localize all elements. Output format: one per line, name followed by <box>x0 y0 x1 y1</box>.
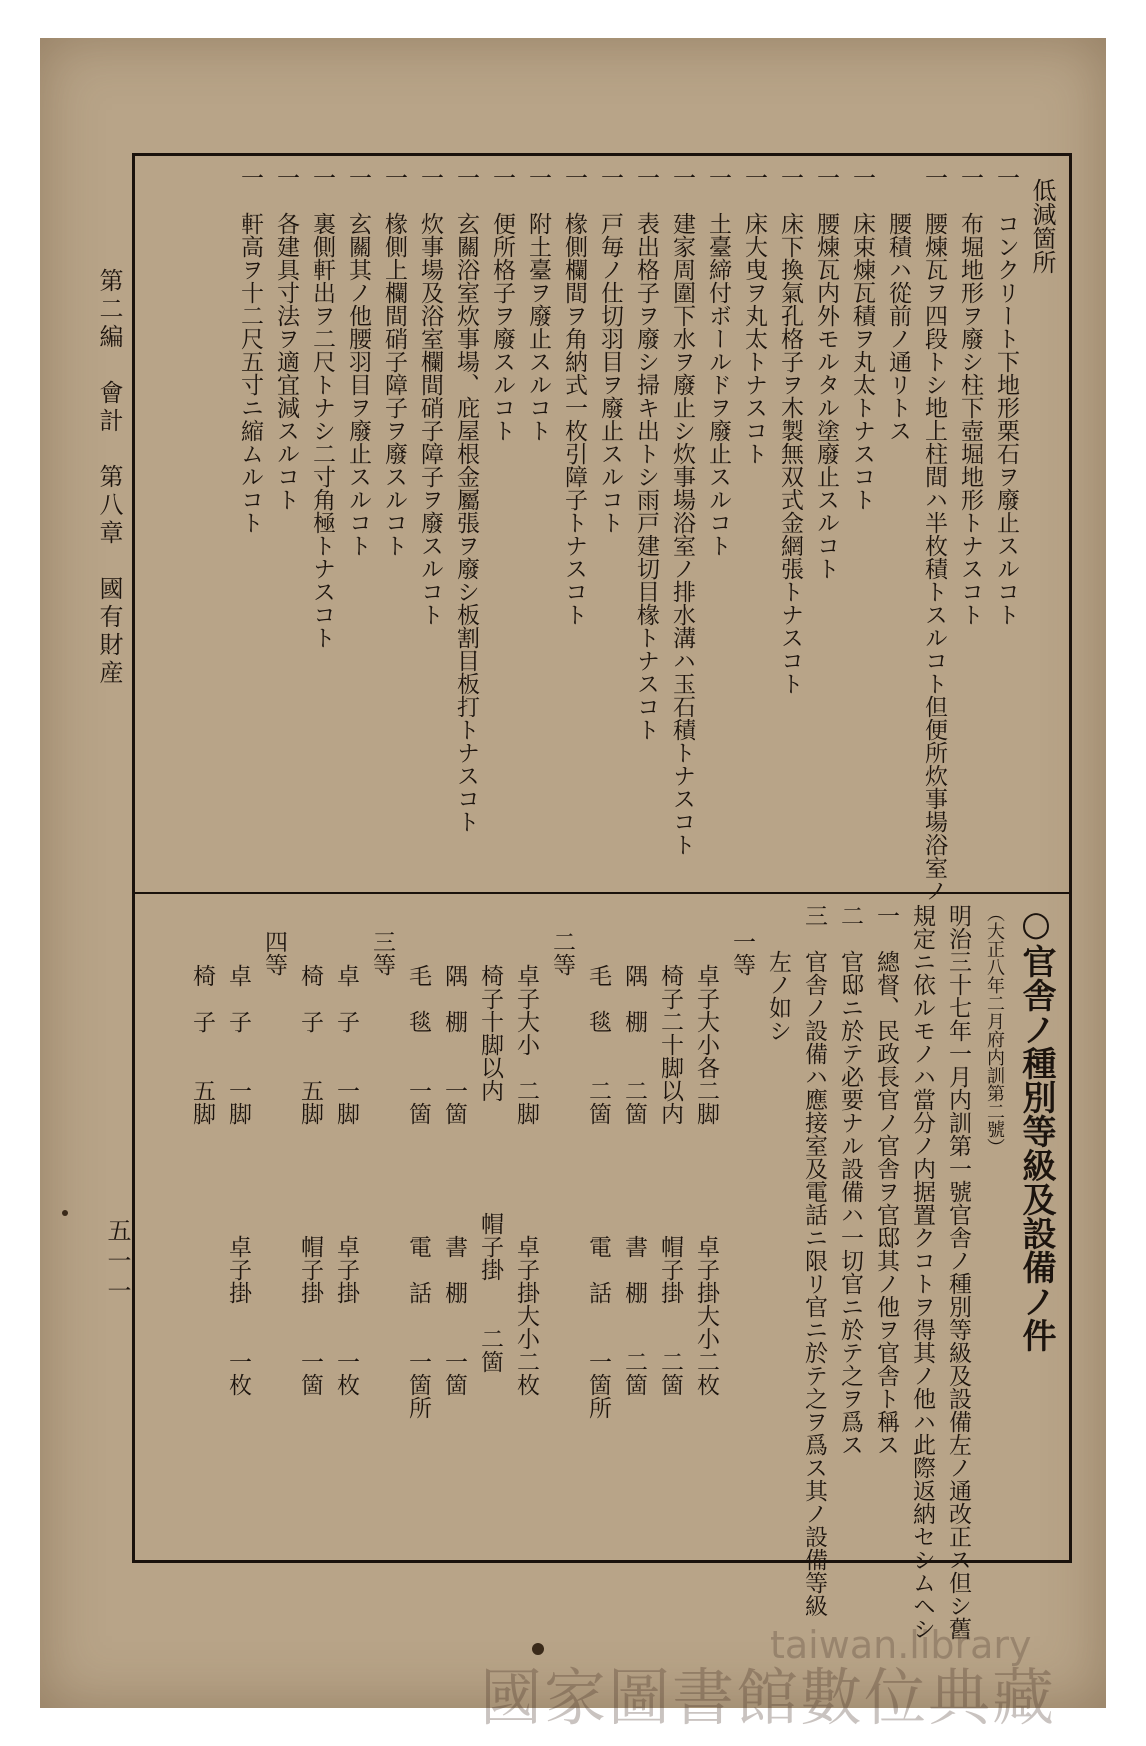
equipment-cell: 書 棚 一箇 <box>441 1235 467 1396</box>
ink-spot <box>62 1210 68 1216</box>
equipment-cell: 卓 子 一脚 <box>225 964 251 1125</box>
clause: 一 總督、民政長官ノ官舎ヲ官邸其ノ他ヲ官舎ト稱ス <box>873 904 899 1456</box>
list-item: 一 裏側軒出ヲ二尺トナシ二寸角極トナスコト <box>309 166 335 649</box>
list-item: 一 布堀地形ヲ廢シ柱下壺堀地形トナスコト <box>957 166 983 626</box>
equipment-row <box>437 904 471 1554</box>
page-number: 五一一 <box>103 1218 131 1308</box>
list-item: 一 床束煉瓦積ヲ丸太トナスコト <box>849 166 875 511</box>
list-item: 一 椽側上欄間硝子障子ヲ廢スルコト <box>381 166 407 557</box>
list-item: 一 炊事場及浴室欄間硝子障子ヲ廢スルコト <box>417 166 443 626</box>
list-item: 一 腰煉瓦内外モルタル塗廢止スルコト <box>813 166 839 580</box>
ink-spot <box>532 1643 544 1655</box>
preamble-line: 規定ニ依ルモノハ當分ノ内据置クコトヲ得其ノ他ハ此際返納セシムヘシ <box>909 904 935 1640</box>
equipment-cell: 椅子十脚以内 <box>477 964 503 1102</box>
equipment-cell: 帽子掛 二箇 <box>477 1212 503 1373</box>
equipment-cell: 卓子掛大小二枚 <box>513 1235 539 1396</box>
clause: 二 官邸ニ於テ必要ナル設備ハ一切官ニ於テ之ヲ爲ス <box>837 904 863 1456</box>
equipment-row <box>653 904 687 1554</box>
equipment-row <box>401 904 435 1554</box>
content-frame <box>132 153 1072 1640</box>
equipment-row <box>185 904 219 1554</box>
library-watermark: 國家圖書館數位典藏 <box>480 1661 1057 1734</box>
equipment-cell: 卓子大小 二脚 <box>513 964 539 1125</box>
equipment-cell: 卓子掛 一枚 <box>225 1235 251 1396</box>
grade-label: 三等 <box>369 930 395 976</box>
list-item: 一 腰煉瓦ヲ四段トシ地上柱間ハ半枚積トスルコト但便所炊事場浴室ノ <box>921 166 947 902</box>
list-item: 腰積ハ從前ノ通リトス <box>885 166 911 442</box>
list-item: 一 戸毎ノ仕切羽目ヲ廢止スルコト <box>597 166 623 534</box>
equipment-row <box>473 904 507 1554</box>
equipment-cell: 隅 棚 二箇 <box>621 964 647 1125</box>
list-item: 一 床下換氣孔格子ヲ木製無双式金網張トナスコト <box>777 166 803 695</box>
section-heading: 低減箇所 <box>1028 178 1056 274</box>
grade-label: 二等 <box>549 930 575 976</box>
preamble-line: 明治三十七年一月内訓第一號官舎ノ種別等級及設備左ノ通改正ス但シ舊 <box>945 904 971 1640</box>
equipment-row <box>509 904 543 1554</box>
equipment-cell: 書 棚 二箇 <box>621 1235 647 1396</box>
article-title: ○官舎ノ種別等級及設備ノ件 <box>1016 904 1056 1352</box>
grade-label: 一等 <box>729 930 755 976</box>
running-head: 第二編 會計 第八章 國有財産 <box>95 268 123 688</box>
equipment-row <box>221 904 255 1554</box>
equipment-cell: 毛 毯 二箇 <box>585 964 611 1125</box>
list-item: 一 各建具寸法ヲ適宜減スルコト <box>273 166 299 511</box>
grade-label: 四等 <box>261 930 287 976</box>
equipment-cell: 帽子掛 二箇 <box>657 1235 683 1396</box>
equipment-cell: 椅 子 五脚 <box>189 964 215 1125</box>
list-item: 一 コンクリート下地形栗石ヲ廢止スルコト <box>993 166 1019 626</box>
reduction-list <box>145 166 1059 902</box>
equipment-row <box>581 904 615 1554</box>
equipment-cell: 帽子掛 一箇 <box>297 1235 323 1396</box>
official-residence-rules <box>145 904 1059 1640</box>
equipment-cell: 隅 棚 一箇 <box>441 964 467 1125</box>
list-item: 一 附土臺ヲ廢止スルコト <box>525 166 551 442</box>
equipment-row <box>617 904 651 1554</box>
list-item: 一 玄關其ノ他腰羽目ヲ廢止スルコト <box>345 166 371 557</box>
list-item: 一 軒高ヲ十二尺五寸ニ縮ムルコト <box>237 166 263 534</box>
equipment-cell: 椅子二十脚以内 <box>657 964 683 1125</box>
list-item: 一 表出格子ヲ廢シ掃キ出トシ雨戸建切目椽トナスコト <box>633 166 659 741</box>
list-item: 一 便所格子ヲ廢スルコト <box>489 166 515 442</box>
equipment-cell: 毛 毯 一箇 <box>405 964 431 1125</box>
equipment-cell: 卓子掛大小二枚 <box>693 1235 719 1396</box>
list-item: 一 土臺締付ボールドヲ廢止スルコト <box>705 166 731 557</box>
equipment-row <box>293 904 327 1554</box>
list-item: 一 椽側欄間ヲ角納式一枚引障子トナスコト <box>561 166 587 626</box>
equipment-cell: 椅 子 五脚 <box>297 964 323 1125</box>
equipment-cell: 電 話 一箇所 <box>405 1235 431 1419</box>
list-item: 一 床大曳ヲ丸太トナスコト <box>741 166 767 465</box>
equipment-cell: 卓子大小各二脚 <box>693 964 719 1125</box>
equipment-cell: 卓 子 一脚 <box>333 964 359 1125</box>
scanned-page <box>40 38 1106 1734</box>
section-divider <box>135 892 1069 894</box>
article-date-note: （大正八年二月府内訓第二號） <box>984 904 1005 1156</box>
list-item: 一 建家周圍下水ヲ廢止シ炊事場浴室ノ排水溝ハ玉石積トナスコト <box>669 166 695 856</box>
equipment-row <box>689 904 723 1554</box>
clause: 三 官舎ノ設備ハ應接室及電話ニ限リ官ニ於テ之ヲ爲ス其ノ設備等級 <box>801 904 827 1617</box>
list-item: 一 玄關浴室炊事場、庇屋根金屬張ヲ廢シ板割目板打トナスコト <box>453 166 479 833</box>
watermark-url: taiwan.library <box>770 1623 1032 1667</box>
equipment-cell: 卓子掛 一枚 <box>333 1235 359 1396</box>
equipment-row <box>329 904 363 1554</box>
equipment-cell: 電 話 一箇所 <box>585 1235 611 1419</box>
clause: 左ノ如シ <box>765 904 791 1042</box>
